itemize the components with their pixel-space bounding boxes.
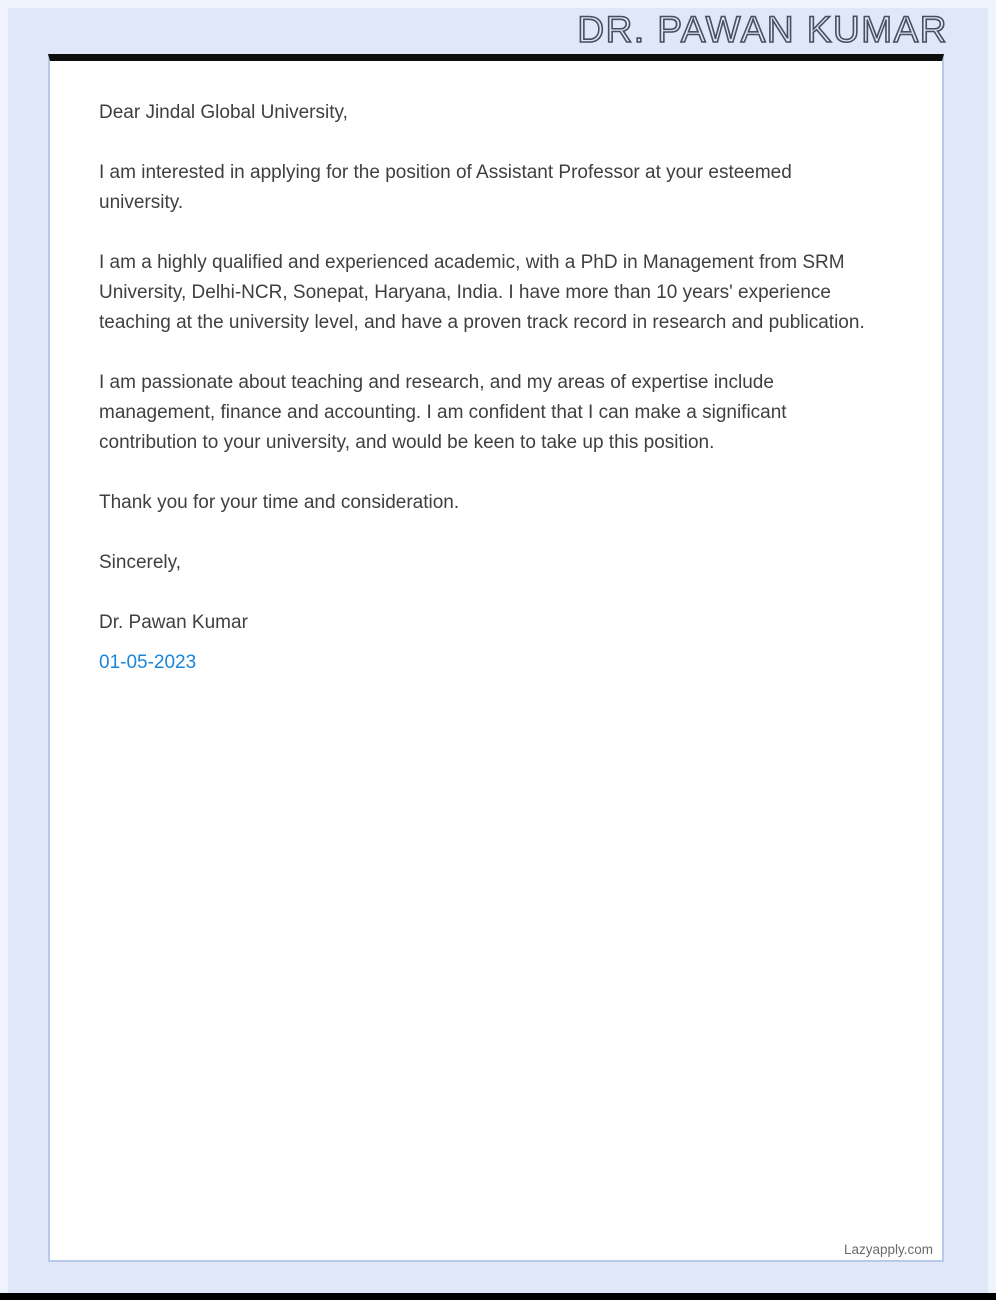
- paragraph-intro: I am interested in applying for the position of Assistant Professor at your esteemed university.: [99, 162, 792, 213]
- closing-line: Sincerely,: [99, 552, 182, 573]
- header-name: DR. PAWAN KUMAR: [577, 9, 948, 50]
- signature-name: Dr. Pawan Kumar: [99, 612, 248, 633]
- letter-page: [48, 54, 944, 1262]
- greeting-line: Dear Jindal Global University,: [99, 102, 348, 123]
- date-link[interactable]: 01-05-2023: [99, 652, 197, 673]
- paragraph-expertise: I am passionate about teaching and research, and my areas of expertise include management, finance and accounting. I am confident that I can make a significant contribution to your university, and would be keen to take up this position.: [99, 372, 787, 453]
- watermark-link[interactable]: Lazyapply.com: [843, 1242, 933, 1257]
- letter-body: [50, 61, 942, 678]
- bottom-bar: [0, 1293, 996, 1300]
- paragraph-qualifications: I am a highly qualified and experienced academic, with a PhD in Management from SRM University, Delhi-NCR, Sonepat, Haryana, India. I have more than 10 years' experience teaching at the university level, and have a proven track record in research and publication.: [99, 252, 865, 333]
- thanks-line: Thank you for your time and consideration.: [99, 492, 460, 513]
